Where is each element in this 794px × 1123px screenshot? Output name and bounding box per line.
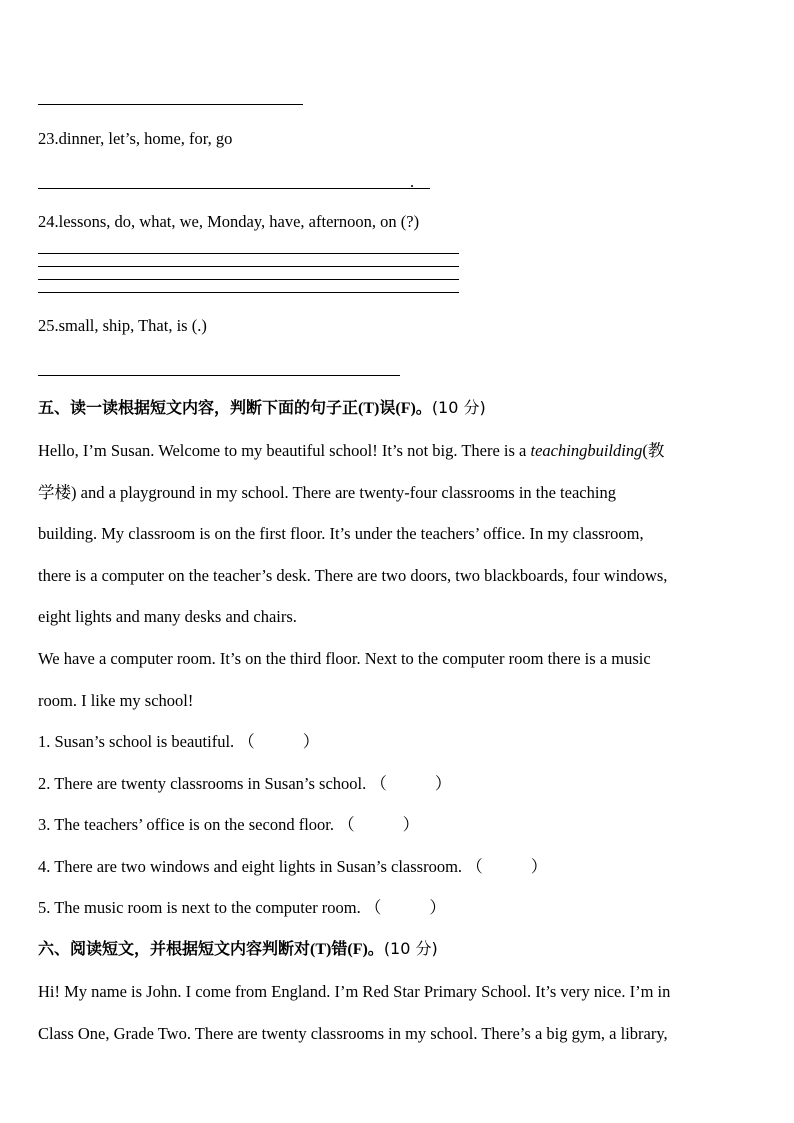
question-24 [38, 212, 419, 232]
statement-3: 3. The teachers’ office is on the second floor. （ ） [38, 815, 420, 834]
section-5-passage [38, 441, 754, 732]
passage-line: Hi! My name is John. I come from England. I’m Red Star Primary School. It’s very nice. I’m in [38, 982, 671, 1001]
answer-line-22[interactable] [38, 104, 303, 105]
passage-line: eight lights and many desks and chairs. [38, 607, 297, 627]
answer-line-25[interactable] [38, 375, 400, 376]
false-mark: (F) [347, 941, 368, 958]
passage-line: building. My classroom is on the first floor. It’s under the teachers’ office. In my classroom, [38, 524, 644, 544]
false-word: 错 [331, 939, 348, 958]
answer-period: . [410, 172, 415, 191]
answer-paren-open[interactable]: （ [466, 857, 483, 876]
answer-paren-close[interactable]: ） [530, 857, 548, 876]
statement-2: 2. There are twenty classrooms in Susan’s school. （ ） [38, 774, 452, 793]
true-mark: (T) [310, 941, 332, 958]
answer-paren-open[interactable]: （ [364, 898, 382, 917]
answer-paren-open[interactable]: （ [370, 774, 387, 793]
answer-paren-close[interactable]: ） [429, 898, 446, 917]
question-number: 25. [38, 316, 59, 335]
false-word: 误 [379, 398, 396, 417]
question-25 [38, 316, 207, 336]
score: (10 分) [383, 939, 438, 958]
answer-line-24b[interactable] [38, 266, 459, 267]
statement-5: 5. The music room is next to the computer room. （ ） [38, 898, 446, 917]
question-number: 23. [38, 129, 59, 148]
passage-line: 学楼) and a playground in my school. There are twenty-four classrooms in the teaching [38, 482, 616, 502]
period: 。 [367, 939, 384, 958]
question-words: dinner, let’s, home, for, go [58, 129, 233, 148]
passage-line: room. I like my school! [38, 690, 194, 710]
statement-4: 4. There are two windows and eight lights in Susan’s classroom. （ ） [38, 857, 548, 876]
answer-paren-open[interactable]: （ [338, 815, 355, 834]
question-23 [38, 129, 232, 149]
answer-paren-close[interactable]: ） [302, 732, 320, 751]
question-words: lessons, do, what, we, Monday, have, afternoon, on (?) [58, 212, 420, 231]
section-title: 五、读一读根据短文内容，判断下面的句子正 [38, 398, 359, 417]
italic-term: teachingbuilding [530, 441, 643, 460]
answer-paren-open[interactable]: （ [238, 732, 255, 751]
answer-paren-close[interactable]: ） [434, 774, 452, 793]
true-mark: (T) [358, 400, 380, 417]
passage-line: there is a computer on the teacher’s desk. There are two doors, two blackboards, four windows, [38, 565, 668, 585]
passage-line: Hello, I’m Susan. Welcome to my beautiful school! It’s not big. There is a teachingbuilding(教 [38, 441, 665, 460]
score: (10 分) [431, 398, 486, 417]
section-6-heading [38, 939, 438, 960]
statement-1: 1. Susan’s school is beautiful. （ ） [38, 732, 320, 751]
answer-line-24d[interactable] [38, 292, 459, 293]
question-words: small, ship, That, is (.) [58, 316, 207, 335]
section-title: 六、阅读短文，并根据短文内容判断对 [38, 939, 311, 958]
false-mark: (F) [395, 400, 416, 417]
question-number: 24. [38, 212, 59, 231]
passage-line: We have a computer room. It’s on the third floor. Next to the computer room there is a music [38, 648, 651, 668]
section-6-passage [38, 982, 754, 1065]
passage-line: Class One, Grade Two. There are twenty classrooms in my school. There’s a big gym, a library, [38, 1023, 668, 1043]
period: 。 [415, 398, 432, 417]
section-5-heading [38, 398, 486, 419]
answer-line-23[interactable] [38, 188, 430, 189]
answer-paren-close[interactable]: ） [402, 815, 420, 834]
answer-line-24a[interactable] [38, 253, 459, 254]
answer-line-24c[interactable] [38, 279, 459, 280]
